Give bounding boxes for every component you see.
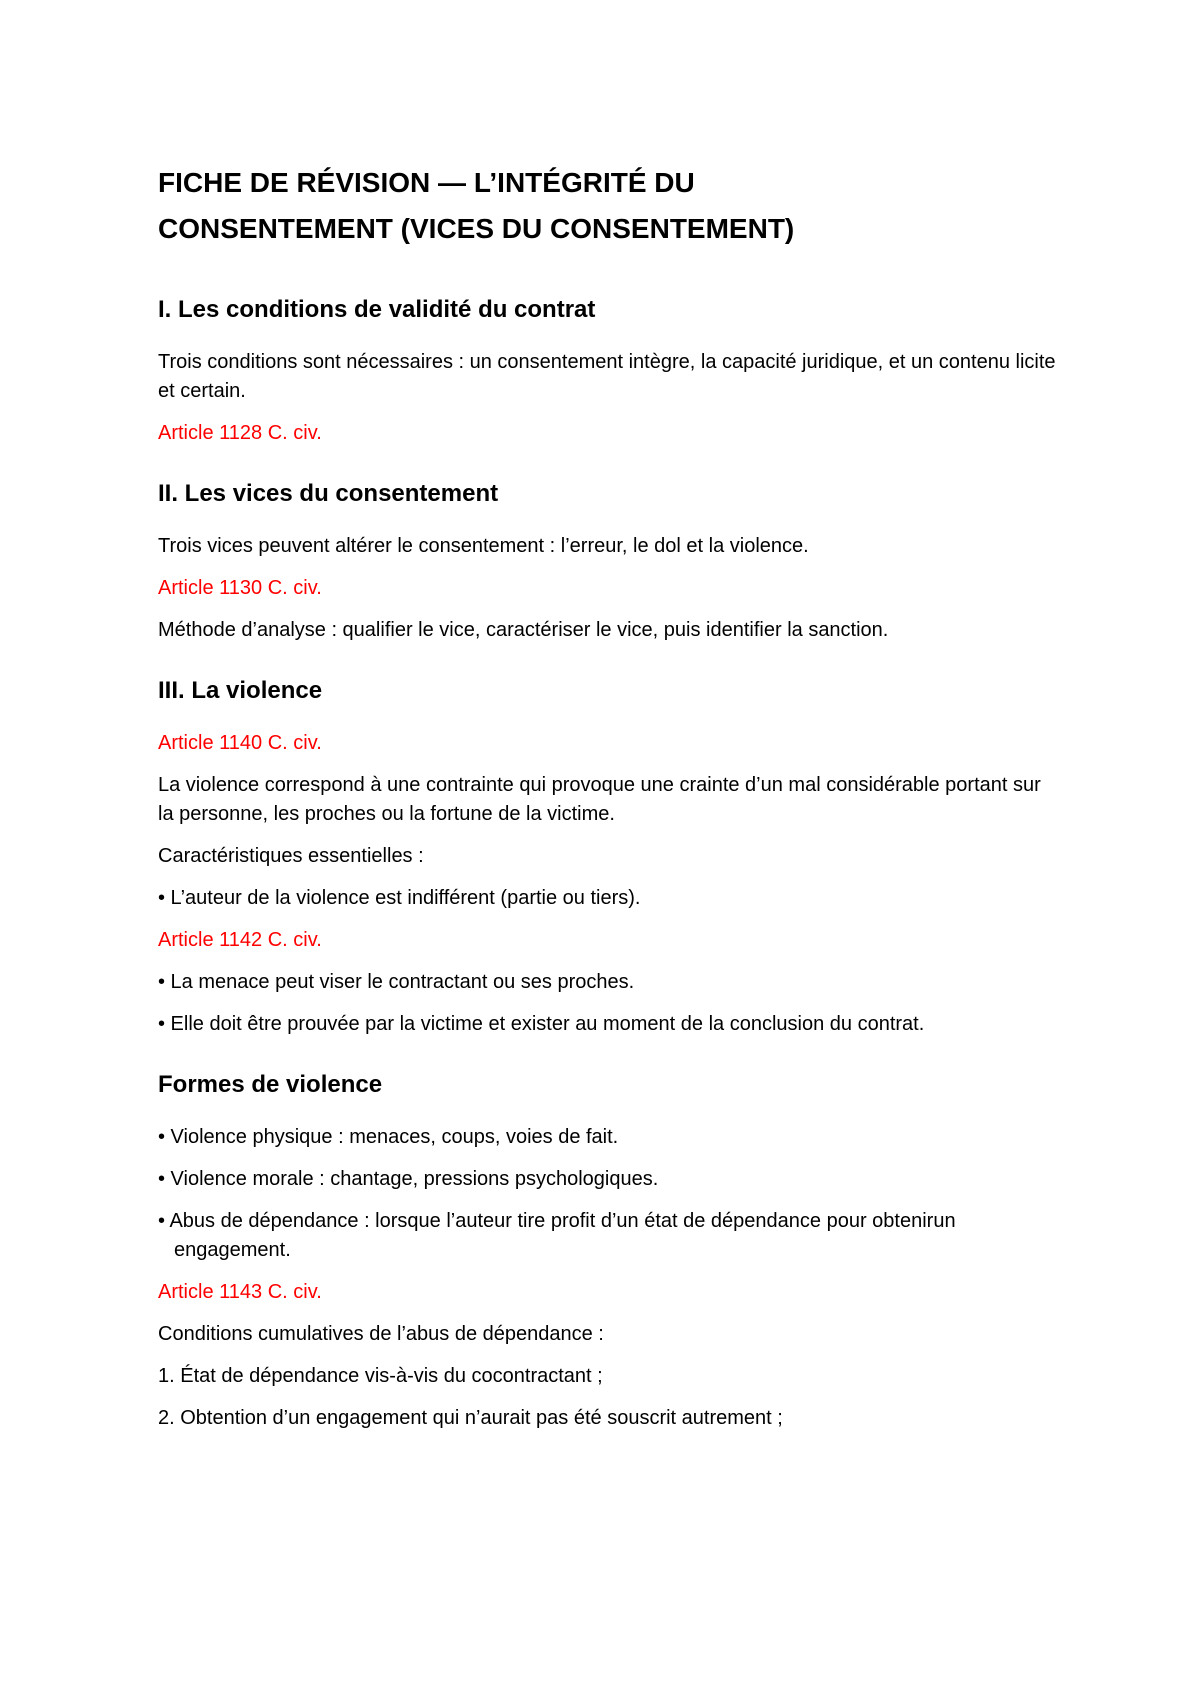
paragraph-conditions-cumulatives: Conditions cumulatives de l’abus de dépendance : [158,1323,604,1345]
list-item-violence-morale: • Violence morale : chantage, pressions psychologiques. [158,1168,659,1190]
numbered-item-2: 2. Obtention d’un engagement qui n’aurait pas été souscrit autrement ; [158,1407,783,1429]
article-reference-1130: Article 1130 C. civ. [158,577,322,599]
list-item-violence-physique: • Violence physique : menaces, coups, voies de fait. [158,1126,619,1148]
title-line-1: FICHE DE RÉVISION — L’INTÉGRITÉ DU [158,167,695,198]
list-item-auteur: • L’auteur de la violence est indifférent (partie ou tiers). [158,887,641,909]
article-reference-1128: Article 1128 C. civ. [158,422,322,444]
paragraph-conditions: Trois conditions sont nécessaires : un consentement intègre, la capacité juridique, et un contenu licite et certain. [158,351,1056,402]
paragraph-caracteristiques: Caractéristiques essentielles : [158,845,424,867]
section-heading-formes: Formes de violence [158,1071,383,1098]
page-title [158,160,1058,252]
article-reference-1143: Article 1143 C. civ. [158,1281,322,1303]
list-item-preuve: • Elle doit être prouvée par la victime et exister au moment de la conclusion du contrat. [158,1013,925,1035]
document-page [158,160,1058,1446]
section-heading-conditions: I. Les conditions de validité du contrat [158,296,596,323]
title-line-2: CONSENTEMENT (VICES DU CONSENTEMENT) [158,213,795,244]
article-reference-1142: Article 1142 C. civ. [158,929,322,951]
list-item-abus-dependance: • Abus de dépendance : lorsque l’auteur tire profit d’un état de dépendance pour obtenirun engagement. [158,1210,956,1261]
paragraph-vices: Trois vices peuvent altérer le consentement : l’erreur, le dol et la violence. [158,535,809,557]
article-reference-1140: Article 1140 C. civ. [158,732,322,754]
section-heading-vices: II. Les vices du consentement [158,480,499,507]
numbered-item-1: 1. État de dépendance vis-à-vis du cocontractant ; [158,1365,603,1387]
paragraph-violence-definition: La violence correspond à une contrainte qui provoque une crainte d’un mal considérable portant sur la personne, les proches ou la fortune de la victime. [158,774,1041,825]
list-item-menace: • La menace peut viser le contractant ou ses proches. [158,971,635,993]
paragraph-methode: Méthode d’analyse : qualifier le vice, caractériser le vice, puis identifier la sanction. [158,619,889,641]
section-heading-violence: III. La violence [158,677,323,704]
